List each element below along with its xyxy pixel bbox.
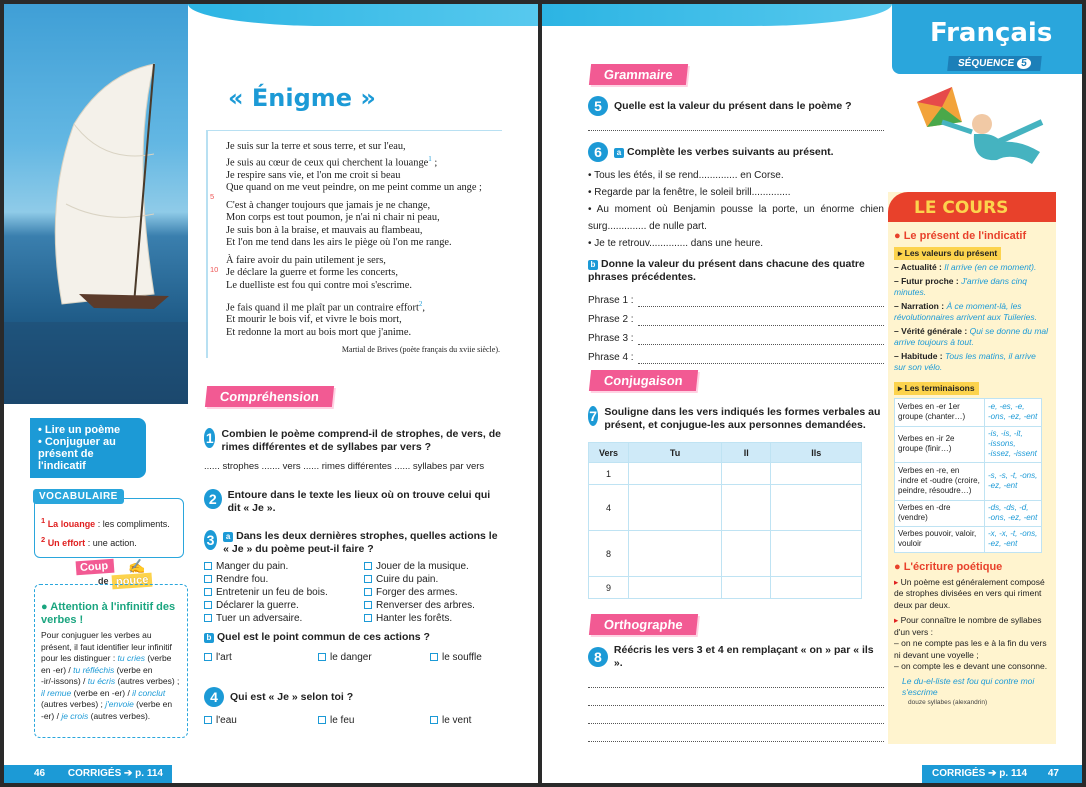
checkbox[interactable] <box>204 601 212 609</box>
page-number: 47 <box>1047 768 1059 779</box>
checkbox[interactable] <box>364 601 372 609</box>
subject-title: Français <box>930 18 1053 48</box>
orthographe-banner: Orthographe <box>589 614 698 635</box>
q3-option[interactable]: Jouer de la musique. <box>364 560 475 573</box>
poem-stanza: Je suis sur la terre et sous terre, et sur l'eau, Je suis au cœur de ceux qui cherchent la louange$^1$ ; Je respire sans vie, et l'on me croit si beau Que quand on me veut peindre, on me peint comme un ange ; <box>226 141 482 194</box>
table-row: 8 <box>589 531 862 577</box>
conjugaison-banner: Conjugaison <box>589 370 698 391</box>
lesson-title: LE COURS <box>888 192 1056 222</box>
q6-sentences[interactable]: • Tous les étés, il se rend.............. en Corse. • Regarde par la fenêtre, le soleil brill.............. • Au moment où Benjamin pousse la porte, un énorme chien surg.............. de nulle part. • Je te retrouv.............. dans une heure. <box>588 170 884 249</box>
lesson-text: ▸ Un poème est généralement composé de strophes divisées en vers qui riment deux par deux. <box>894 576 1045 610</box>
question-5: 5 Quelle est la valeur du présent dans le poème ? <box>588 96 884 131</box>
vocab-item: $^1$ La louange : les compliments. <box>41 516 170 529</box>
poem-box: 5 10 Je suis sur la terre et sous terre, et sur l'eau, Je suis au cœur de ceux qui cherchent la louange$^1$ ; Je respire sans vie, et l'on me croit si beau Que quand on me veut peindre, on me peint comme un ange ; C'est à changer toujours que jamais je ne change, Mon corps est tout poumon, je n'ai ni chair ni peau, Je suis bon à la braise, et mauvais au flambeau, Et l'on me tend dans les airs le piège où l'on me range. À faire avoir du pain utilement je sers, Je déclare la guerre et forme les concerts, Le duelliste est fou qui contre moi s'escrime. Je fais quand il me plaît par un contraire effort$^2$, Et mourir le bois vif, et vivre le bois mort, Et redonne la mort au bois mort que j'anime. Martial de Brives (poète français du xviie siècle). <box>206 130 502 358</box>
syllable-example: Le du-el-liste est fou qui contre moi s'escrime <box>902 675 1035 697</box>
right-footer <box>922 765 1082 783</box>
q3-options-col1 <box>204 560 364 625</box>
grammaire-banner: Grammaire <box>589 64 688 85</box>
terminaisons-title: ▸ Les terminaisons <box>894 382 979 395</box>
q4-option[interactable]: l'eau <box>204 714 318 727</box>
vocabulary-box <box>34 491 184 558</box>
top-wave <box>542 4 892 26</box>
table-row: Verbes en ‑er 1er groupe (chanter…) ‑e, ‑es, ‑e, ‑ons, ‑ez, ‑ent <box>895 398 1042 426</box>
top-wave <box>188 4 538 26</box>
table-row: 9 <box>589 577 862 599</box>
objectives-badge <box>30 418 146 478</box>
checkbox[interactable] <box>204 562 212 570</box>
poem-author: Martial de Brives (poète français du xviie siècle). <box>341 344 500 354</box>
table-row: 1 <box>589 463 862 485</box>
question-3: 3 a Dans les deux dernières strophes, quelles actions le « Je » du poème peut-il faire ? Manger du pain. Rendre fou. Entretenir un feu de bois. Déclarer la guerre. Tuer un adversaire. Jouer de la musique. Cuire du pain. Forger des armes. Renverser des arbres. Hanter les forêts. b Quel est le point commun de ces actions ? l'art le danger le souffle <box>204 530 504 664</box>
checkbox[interactable] <box>364 588 372 596</box>
q6b: b Donne la valeur du présent dans chacune des quatre phrases précédentes. <box>588 258 865 283</box>
coup-title: ● Attention à l'infinitif des verbes ! <box>41 601 176 626</box>
q3b-option[interactable]: le souffle <box>430 651 482 664</box>
q4-option[interactable]: le vent <box>430 714 471 727</box>
q3-option[interactable]: Forger des armes. <box>364 586 475 599</box>
sailboat-illustration <box>4 4 188 404</box>
sailboat-photo <box>4 4 188 404</box>
answer-line[interactable] <box>588 116 884 131</box>
terminaisons-table <box>894 398 1042 553</box>
coup-de-pouce-tag: Coup de pouce ✍ <box>76 560 150 594</box>
checkbox[interactable] <box>204 575 212 583</box>
q3-options-col2 <box>364 560 475 625</box>
table-row: Verbes en ‑dre (vendre) ‑ds, ‑ds, ‑d, ‑ons, ‑ez, ‑ent <box>895 500 1042 526</box>
lesson-heading: ● L'écriture poétique <box>894 560 1003 573</box>
vocab-item: $^2$ Un effort : une action. <box>41 535 137 548</box>
checkbox[interactable] <box>364 614 372 622</box>
conjugation-table: Vers Tu Il Ils 1 4 8 9 <box>588 442 862 599</box>
checkbox[interactable] <box>364 575 372 583</box>
q3-option[interactable]: Entretenir un feu de bois. <box>204 586 364 599</box>
question-number: 1 <box>205 430 214 446</box>
poem-stanza: Je fais quand il me plaît par un contraire effort$^2$, Et mourir le bois vif, et vivre le bois mort, Et redonne la mort au bois mort que j'anime. <box>226 299 425 338</box>
q3-option[interactable]: Renverser des arbres. <box>364 599 475 612</box>
coup-text: Pour conjuguer les verbes au présent, il faut identifier leur infinitif pour les distinguer : tu cries (verbe en ‑er) / tu réfléchis (verbe en ‑ir/‑issons) / tu écris (autres verbes) ; il remue (verbe en ‑er) / il conclut (autres verbes) ; j'envoie (verbe en ‑er) / je crois (autres verbes). <box>41 630 180 721</box>
left-footer <box>4 765 172 783</box>
q3-option[interactable]: Manger du pain. <box>204 560 364 573</box>
q4-option[interactable]: le feu <box>318 714 430 727</box>
kite-illustration <box>902 82 1052 182</box>
q3-option[interactable]: Cuire du pain. <box>364 573 475 586</box>
q3-option[interactable]: Déclarer la guerre. <box>204 599 364 612</box>
left-page <box>4 4 538 783</box>
table-row: Verbes en ‑ir 2e groupe (finir…) ‑is, ‑is, ‑it, ‑issons, ‑issez, ‑issent <box>895 426 1042 462</box>
coup-de-pouce-box <box>34 584 188 738</box>
vocabulary-title: VOCABULAIRE <box>33 489 124 504</box>
q3-option[interactable]: Tuer un adversaire. <box>204 612 364 625</box>
poem-stanza: À faire avoir du pain utilement je sers, Je déclare la guerre et forme les concerts, Le duelliste est fou qui contre moi s'escrime. <box>226 255 412 291</box>
page-number: 46 <box>34 768 46 779</box>
right-page <box>542 4 1082 783</box>
q3b-option[interactable]: l'art <box>204 651 318 664</box>
sequence-badge: SÉQUENCE 5 <box>947 56 1041 71</box>
q3b-options <box>204 651 504 664</box>
question-8: 8 Réécris les vers 3 et 4 en remplaçant « on » par « ils ». <box>588 644 884 742</box>
thumb-icon: ✍ <box>128 558 146 574</box>
corriges-link[interactable]: CORRIGÉS ➔ p. 114 <box>67 768 163 779</box>
objective-item: • Conjuguer au présent de l'indicatif <box>38 436 116 472</box>
comprehension-banner: Compréhension <box>205 386 334 407</box>
checkbox[interactable] <box>204 614 212 622</box>
q3b-option[interactable]: le danger <box>318 651 430 664</box>
question-2: 2 Entoure dans le texte les lieux où on trouve celui qui dit « Je ». <box>204 489 504 515</box>
checkbox[interactable] <box>364 562 372 570</box>
q3b: b Quel est le point commun de ces actions ? <box>204 631 504 644</box>
valeurs-title: ▸ Les valeurs du présent <box>894 247 1001 260</box>
poem-stanza: C'est à changer toujours que jamais je ne change, Mon corps est tout poumon, je n'ai ni chair ni peau, Je suis bon à la braise, et mauvais au flambeau, Et l'on me tend dans les airs le piège où l'on me range. <box>226 200 452 248</box>
poem-title: « Énigme » <box>228 84 376 112</box>
lesson-heading: ● Le présent de l'indicatif <box>894 230 1027 242</box>
lesson-sidebar: LE COURS ● Le présent de l'indicatif ▸ Les valeurs du présent – Actualité : Il arrive (en ce moment). – Futur proche : J'arrive dans cinq minutes. – Narration : À ce moment-là, les révolutionnaires arrivent aux Tuileries. – Vérité générale : Qui se donne du mal arrive toujours à tout. – Habitude : Tous les matins, il arrive sur son vélo. ▸ Les terminaisons Verbes en ‑er 1er groupe (chanter…) ‑e, ‑es, ‑e, ‑ons, ‑ez, ‑ent Verbes en ‑ir 2e groupe (finir…) ‑is, ‑is, ‑it, ‑issons, ‑issez, ‑issent Verbes en ‑re, en ‑indre et ‑oudre (croire, peindre, résoudre…) ‑s, ‑s, ‑t, ‑ons, ‑ez, ‑ent Verbes en ‑dre (vendre) ‑ds, ‑ds, ‑d, ‑ons, ‑ez, ‑ent Verbes pouvoir, valoir, vouloir ‑x, ‑x, ‑t, ‑ons, ‑ez, ‑ent ● L'écriture poétique ▸ Un poème est généralement composé de strophes divisées en vers qui riment deux par deux. ▸ Pour connaître le nombre de syllabes d'un vers : – on ne compte pas les e à la fin du vers ni devant une voyelle ; – on compte les e devant une consonne. Le du-el-liste est fou qui contre moi s'escrime douze syllabes (alexandrin) <box>888 192 1056 744</box>
table-row: 4 <box>589 485 862 531</box>
question-4: 4 Qui est « Je » selon toi ? l'eau le feu le vent <box>204 687 504 727</box>
lesson-text: ▸ Pour connaître le nombre de syllabes d'un vers : <box>894 615 1042 637</box>
table-row: Verbes pouvoir, valoir, vouloir ‑x, ‑x, ‑t, ‑ons, ‑ez, ‑ent <box>895 526 1042 552</box>
table-row: Verbes en ‑re, en ‑indre et ‑oudre (croire, peindre, résoudre…) ‑s, ‑s, ‑t, ‑ons, ‑ez, ‑ent <box>895 462 1042 500</box>
q3-option[interactable]: Hanter les forêts. <box>364 612 475 625</box>
question-1: 1 Combien le poème comprend-il de strophes, de vers, de rimes différentes et de syllabes par vers ? ...... strophes ....... vers ...... rimes différentes ...... syllabes par vers <box>204 428 504 473</box>
valeurs-list: – Actualité : Il arrive (en ce moment). – Futur proche : J'arrive dans cinq minutes. – Narration : À ce moment-là, les révolutionnaires arrivent aux Tuileries. – Vérité générale : Qui se donne du mal arrive toujours à tout. – Habitude : Tous les matins, il arrive sur son vélo. <box>894 262 1049 372</box>
question-6: 6 a Complète les verbes suivants au présent. • Tous les étés, il se rend.............. en Corse. • Regarde par la fenêtre, le soleil brill.............. • Au moment où Benjamin pousse la porte, un énorme chien surg.............. de nulle part. • Je te retrouv.............. dans une heure. b Donne la valeur du présent dans chacune des quatre phrases précédentes. Phrase 1 : Phrase 2 : Phrase 3 : Phrase 4 : <box>588 144 884 363</box>
objective-item: • Lire un poème <box>38 424 121 436</box>
checkbox[interactable] <box>204 588 212 596</box>
question-7: 7 Souligne dans les vers indiqués les formes verbales au présent, et conjugue-les aux personnes demandées. Vers Tu Il Ils 1 4 8 9 <box>588 406 884 599</box>
q3-option[interactable]: Rendre fou. <box>204 573 364 586</box>
corriges-link[interactable]: CORRIGÉS ➔ p. 114 <box>932 768 1028 779</box>
phrase-lines: Phrase 1 : Phrase 2 : Phrase 3 : Phrase 4 : <box>588 288 884 364</box>
q1-fill-line[interactable]: ...... strophes ....... vers ...... rimes différentes ...... syllabes par vers <box>204 461 485 472</box>
